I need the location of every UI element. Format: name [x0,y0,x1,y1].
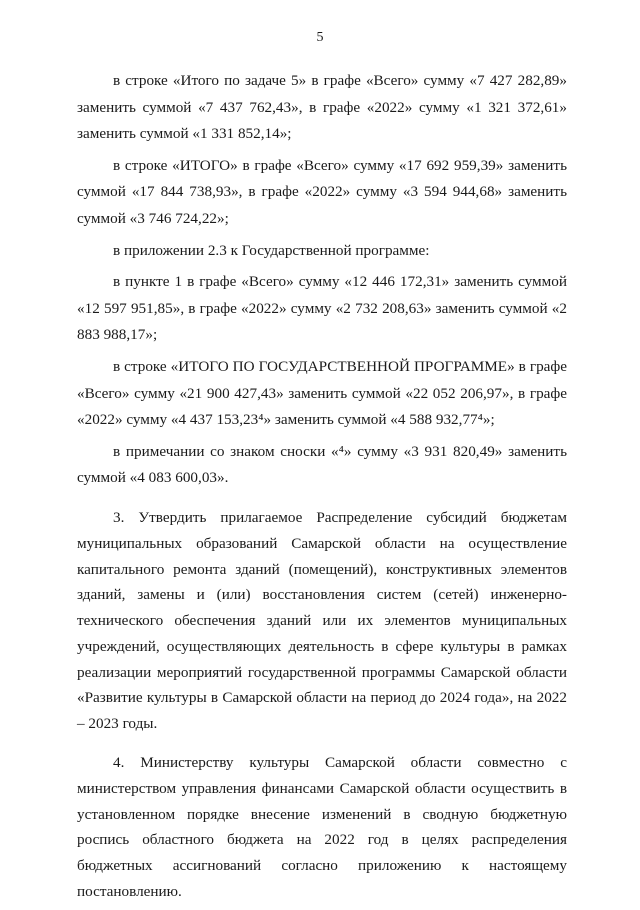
paragraph-appendix-2-3: в приложении 2.3 к Государственной программе: [113,241,430,259]
paragraph-grand-total: в строке «ИТОГО» в графе «Всего» сумму «17 692 959,39» заменить суммой «17 844 738,93», в графе «2022» сумму «3 594 944,68» заменить суммой «3 746 724,22»; [77,156,567,227]
page-number: 5 [316,30,324,45]
paragraph-spacer [77,497,567,505]
paragraph-point-3: 3. Утвердить прилагаемое Распределение субсидий бюджетам муниципальных образований Самарской области на осуществление капитального ремонта зданий (помещений), конструктивных элементов зданий, замены и (или) восстановления систем (сетей) инженерно-технического обеспечения зданий или их элементов муниципальных учреждений, осуществляющих деятельность в сфере культуры в рамках реализации мероприятий государственной программы Самарской области «Развитие культуры в Самарской области на период до 2024 года», на 2022 – 2023 годы. [77,508,567,733]
paragraph-footnote-note: в примечании со знаком сноски «⁴» сумму «3 931 820,49» заменить суммой «4 083 600,03». [77,442,567,487]
paragraph-task5-total: в строке «Итого по задаче 5» в графе «Всего» сумму «7 427 282,89» заменить суммой «7 437 762,43», в графе «2022» сумму «1 321 372,61» заменить суммой «1 331 852,14»; [77,72,567,143]
paragraph-program-total: в строке «ИТОГО ПО ГОСУДАРСТВЕННОЙ ПРОГРАММЕ» в графе «Всего» сумму «21 900 427,43» заменить суммой «22 052 206,97», в графе «2022» сумму «4 437 153,23⁴» заменить суммой «4 588 932,77⁴»; [77,357,567,429]
paragraph-spacer [77,742,567,750]
paragraph-item-1: в пункте 1 в графе «Всего» сумму «12 446 172,31» заменить суммой «12 597 951,85», в графе «2022» сумму «2 732 208,63» заменить суммой «2 883 988,17»; [77,273,567,344]
document-body [77,68,567,910]
paragraph-point-4: 4. Министерству культуры Самарской области совместно с министерством управления финансами Самарской области осуществить в установленном порядке внесение изменений в сводную бюджетную роспись областного бюджета на 2022 год в целях распределения бюджетных ассигнований согласно приложению к настоящему постановлению. [77,754,567,901]
